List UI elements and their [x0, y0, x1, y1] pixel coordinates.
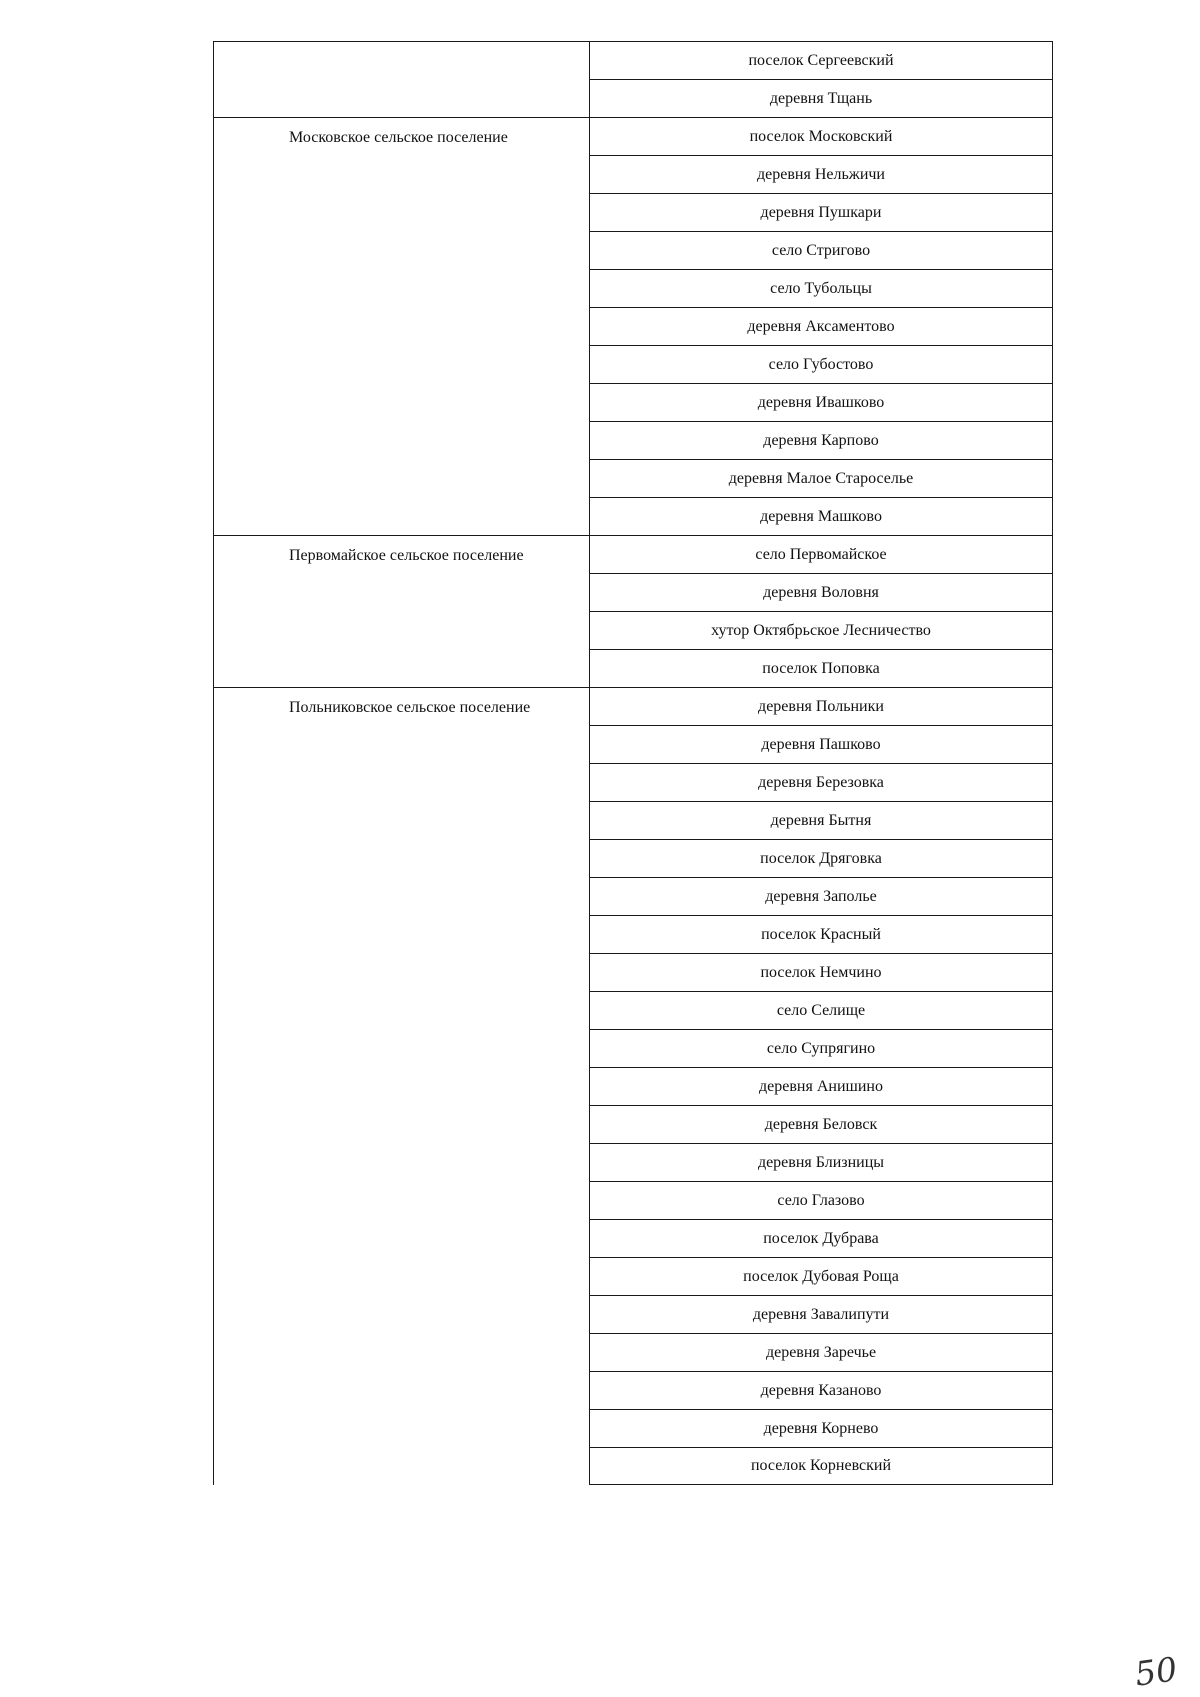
locality-cell: деревня Аксаментово — [590, 308, 1053, 346]
locality-cell: хутор Октябрьское Лесничество — [590, 612, 1053, 650]
locality-cell: поселок Корневский — [590, 1448, 1053, 1485]
locality-cell: деревня Польники — [590, 688, 1053, 726]
locality-cell: поселок Немчино — [590, 954, 1053, 992]
locality-cell: поселок Дряговка — [590, 840, 1053, 878]
locality-cell: деревня Тщань — [590, 80, 1053, 118]
locality-cell: село Первомайское — [590, 536, 1053, 574]
locality-cell: деревня Близницы — [590, 1144, 1053, 1182]
locality-cell: село Селище — [590, 992, 1053, 1030]
table-row — [214, 42, 1053, 80]
locality-cell: деревня Казаново — [590, 1372, 1053, 1410]
locality-cell: село Глазово — [590, 1182, 1053, 1220]
locality-cell: село Тубольцы — [590, 270, 1053, 308]
table-row — [214, 688, 1053, 726]
locality-cell: деревня Анишино — [590, 1068, 1053, 1106]
table-row — [214, 118, 1053, 156]
locality-cell: поселок Дубрава — [590, 1220, 1053, 1258]
locality-cell: деревня Воловня — [590, 574, 1053, 612]
locality-cell: село Супрягино — [590, 1030, 1053, 1068]
settlements-table — [213, 41, 1053, 1485]
locality-cell: деревня Пашково — [590, 726, 1053, 764]
settlement-name-cell: Польниковское сельское поселение — [214, 688, 590, 1485]
page-number: 50 — [1132, 1649, 1180, 1694]
locality-cell: село Стригово — [590, 232, 1053, 270]
locality-cell: деревня Бытня — [590, 802, 1053, 840]
settlement-name-cell: Первомайское сельское поселение — [214, 536, 590, 688]
locality-cell: деревня Березовка — [590, 764, 1053, 802]
locality-cell: деревня Заречье — [590, 1334, 1053, 1372]
locality-cell: деревня Нельжичи — [590, 156, 1053, 194]
locality-cell: поселок Московский — [590, 118, 1053, 156]
locality-cell: деревня Беловск — [590, 1106, 1053, 1144]
settlement-name-cell — [214, 42, 590, 118]
locality-cell: деревня Ивашково — [590, 384, 1053, 422]
locality-cell: деревня Пушкари — [590, 194, 1053, 232]
locality-cell: село Губостово — [590, 346, 1053, 384]
locality-cell: деревня Малое Староселье — [590, 460, 1053, 498]
table-row — [214, 536, 1053, 574]
locality-cell: деревня Карпово — [590, 422, 1053, 460]
locality-cell: деревня Корнево — [590, 1410, 1053, 1448]
settlement-name-cell: Московское сельское поселение — [214, 118, 590, 536]
locality-cell: поселок Сергеевский — [590, 42, 1053, 80]
locality-cell: поселок Дубовая Роща — [590, 1258, 1053, 1296]
locality-cell: деревня Машково — [590, 498, 1053, 536]
locality-cell: деревня Заполье — [590, 878, 1053, 916]
locality-cell: поселок Красный — [590, 916, 1053, 954]
locality-cell: поселок Поповка — [590, 650, 1053, 688]
locality-cell: деревня Завалипути — [590, 1296, 1053, 1334]
